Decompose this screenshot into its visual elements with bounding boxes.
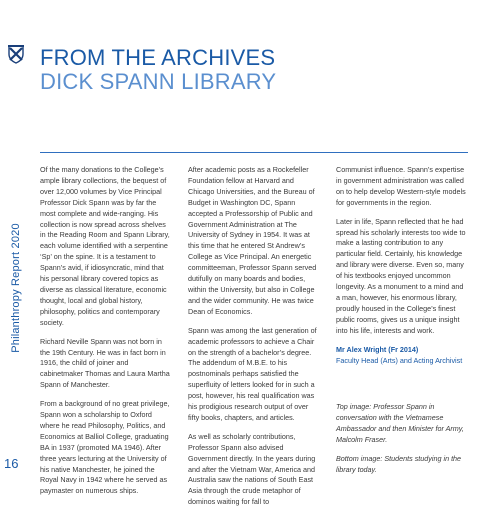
author-role: Faculty Head (Arts) and Acting Archivist [336, 355, 463, 365]
paragraph: Later in life, Spann reflected that he had spread his scholarly interests too wide to make a lasting contribution to any particular field. Certainly, his knowledge and library were diverse. Even so, many of his textbooks enjoyed uncommon longevity. As a monument to a mind and a man, however, his enormous library, proudly housed in the College’s finest public rooms, gives us a unique insight into his life, interests and work. [336, 216, 466, 335]
article-columns [40, 165, 468, 516]
page-number: 16 [4, 456, 19, 471]
page-subtitle: DICK SPANN LIBRARY [40, 69, 277, 94]
image-captions [336, 402, 468, 475]
divider-rule [40, 152, 468, 153]
column-1 [40, 165, 172, 516]
paragraph: Spann was among the last generation of academic professors to achieve a Chair on the strength of a bachelor’s degree. The addendum of M.B.E. to his postnominals perhaps satisfied the superfluity of letters looked for in such a post, however, his real qualification was his prodigious research output of over fifty books, chapters, and articles. [188, 325, 317, 422]
column-2 [188, 165, 320, 516]
page-title: FROM THE ARCHIVES [40, 45, 276, 70]
caption-bottom: Bottom image: Students studying in the library today. [336, 454, 462, 474]
paragraph: Of the many donations to the College’s ample library collections, the bequest of over 12,000 volumes by Vice Principal Professor Dick Spann was by far the most complete and wide-ranging. His collection is now spread across shelves in the Reading Room and Spann Library, each volume identified with a serpentine ‘Sp’ on the spine. It is a testament to Spann’s avid, if idiosyncratic, mind that his personal library covered topics as diverse as classical literature, economic thought, local and global history, philosophy, politics and contemporary society. [40, 165, 170, 327]
author-name: Mr Alex Wright (Fr 2014) [336, 344, 419, 354]
paragraph: As well as scholarly contributions, Professor Spann also advised Government directly. In the years during and after the Vietnam War, America and Australia saw the nations of South East Asia through the crude metaphor of dominos waiting for fall to [188, 431, 316, 507]
caption-top: Top image: Professor Spann in conversation with the Vietnamese Ambassador and then Minister for Army, Malcolm Fraser. [336, 402, 464, 445]
paragraph: Communist influence. Spann’s expertise in government administration was called on to help develop Western-style models for governments in the region. [336, 165, 466, 207]
college-crest-icon [6, 44, 26, 64]
title-block [40, 46, 470, 94]
paragraph: After academic posts as a Rockefeller Foundation fellow at Harvard and Chicago Universities, and the Bureau of Budget in Washington DC, Spann accepted a Professorship of Public and Government Administration at The University of Sydney in 1954. It was at this time that he entered St Andrew’s College as Vice Principal. An energetic committeeman, Professor Spann served dutifully on many boards and bodies, within the University, but also in College and the wider community. He was twice Dean of Economics. [188, 165, 317, 316]
paragraph: Richard Neville Spann was not born in the 19th Century. He was in fact born in 1916, the child of joiner and cabinetmaker Thomas and Laura Martha Spann of Manchester. [40, 336, 170, 390]
sidebar [0, 0, 32, 480]
report-label: Philanthropy Report 2020 [10, 223, 22, 353]
paragraph: From a background of no great privilege, Spann won a scholarship to Oxford where he read Philosophy, Politics, and Economics at Balliol College, graduating BA in 1937 (promoted MA 1946). After three years lecturing at the University of his native Manchester, he joined the Royal Navy in 1942 where he served as paymaster on numerous ships. [40, 399, 170, 496]
column-3 [336, 165, 468, 516]
